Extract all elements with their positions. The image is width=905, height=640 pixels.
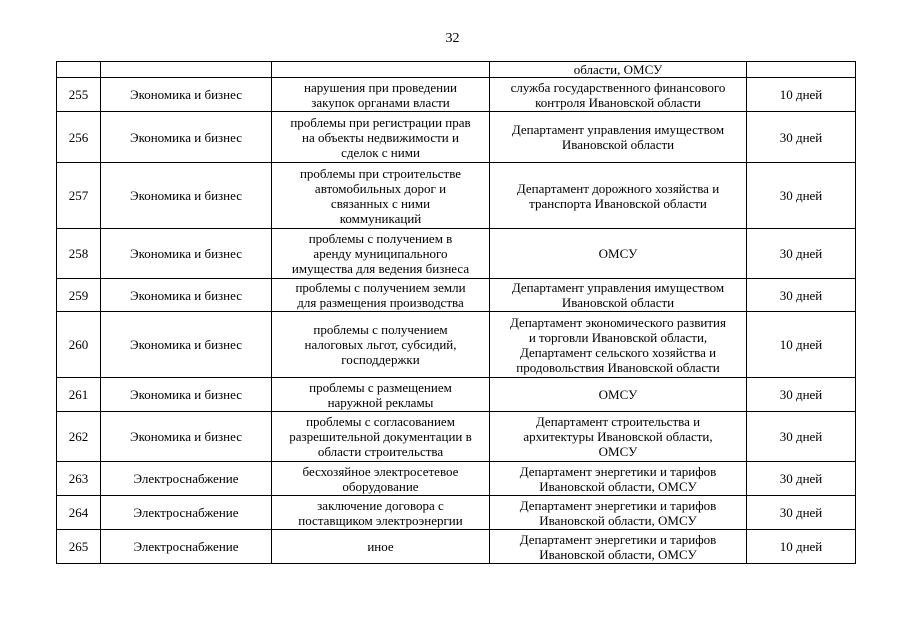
cell-number: 262: [57, 412, 101, 462]
cell-problem: проблемы с размещением наружной рекламы: [272, 378, 490, 412]
table-row: [57, 112, 856, 163]
cell-problem: нарушения при проведении закупок органами власти: [272, 78, 490, 112]
table-row: [57, 496, 856, 530]
table-row: [57, 229, 856, 279]
table-row: [57, 163, 856, 229]
cell-term: [747, 62, 856, 78]
cell-department: Департамент энергетики и тарифов Ивановской области, ОМСУ: [490, 462, 747, 496]
cell-problem: проблемы при регистрации прав на объекты недвижимости и сделок с ними: [272, 112, 490, 163]
cell-number: 264: [57, 496, 101, 530]
cell-category: [101, 62, 272, 78]
cell-category: Экономика и бизнес: [101, 78, 272, 112]
cell-category: Электроснабжение: [101, 496, 272, 530]
cell-department: Департамент управления имуществом Ивановской области: [490, 112, 747, 163]
cell-problem: бесхозяйное электросетевое оборудование: [272, 462, 490, 496]
table-row: [57, 412, 856, 462]
cell-category: Электроснабжение: [101, 530, 272, 564]
cell-term: 30 дней: [747, 496, 856, 530]
cell-problem: [272, 62, 490, 78]
cell-department: ОМСУ: [490, 229, 747, 279]
cell-term: 30 дней: [747, 163, 856, 229]
cell-department: Департамент дорожного хозяйства и транспорта Ивановской области: [490, 163, 747, 229]
cell-term: 30 дней: [747, 229, 856, 279]
cell-problem: заключение договора с поставщиком электроэнергии: [272, 496, 490, 530]
cell-category: Экономика и бизнес: [101, 378, 272, 412]
cell-department: Департамент энергетики и тарифов Ивановской области, ОМСУ: [490, 496, 747, 530]
cell-number: 256: [57, 112, 101, 163]
cell-problem: проблемы с получением земли для размещения производства: [272, 279, 490, 312]
cell-term: 10 дней: [747, 530, 856, 564]
cell-department: Департамент экономического развития и торговли Ивановской области, Департамент сельского хозяйства и продовольствия Ивановской области: [490, 312, 747, 378]
document-table: [56, 61, 856, 564]
cell-category: Экономика и бизнес: [101, 112, 272, 163]
table-row: [57, 279, 856, 312]
cell-category: Экономика и бизнес: [101, 229, 272, 279]
cell-category: Экономика и бизнес: [101, 163, 272, 229]
table-row-continuation: [57, 62, 856, 78]
cell-term: 10 дней: [747, 78, 856, 112]
cell-category: Экономика и бизнес: [101, 412, 272, 462]
cell-problem: проблемы с согласованием разрешительной документации в области строительства: [272, 412, 490, 462]
cell-term: 30 дней: [747, 279, 856, 312]
cell-number: 255: [57, 78, 101, 112]
table-row: [57, 378, 856, 412]
cell-department: области, ОМСУ: [490, 62, 747, 78]
cell-number: [57, 62, 101, 78]
cell-department: Департамент строительства и архитектуры Ивановской области, ОМСУ: [490, 412, 747, 462]
cell-term: 10 дней: [747, 312, 856, 378]
cell-category: Электроснабжение: [101, 462, 272, 496]
cell-number: 260: [57, 312, 101, 378]
cell-department: служба государственного финансового контроля Ивановской области: [490, 78, 747, 112]
cell-department: Департамент энергетики и тарифов Ивановской области, ОМСУ: [490, 530, 747, 564]
page-number: 32: [445, 31, 460, 46]
table-body: [57, 62, 856, 564]
cell-department: ОМСУ: [490, 378, 747, 412]
cell-problem: проблемы с получением налоговых льгот, субсидий, господдержки: [272, 312, 490, 378]
cell-number: 258: [57, 229, 101, 279]
cell-term: 30 дней: [747, 378, 856, 412]
cell-number: 261: [57, 378, 101, 412]
cell-number: 263: [57, 462, 101, 496]
cell-category: Экономика и бизнес: [101, 312, 272, 378]
cell-problem: проблемы с получением в аренду муниципального имущества для ведения бизнеса: [272, 229, 490, 279]
cell-term: 30 дней: [747, 412, 856, 462]
cell-category: Экономика и бизнес: [101, 279, 272, 312]
table-row: [57, 462, 856, 496]
table-row: [57, 312, 856, 378]
cell-problem: иное: [272, 530, 490, 564]
cell-term: 30 дней: [747, 112, 856, 163]
cell-number: 265: [57, 530, 101, 564]
cell-number: 257: [57, 163, 101, 229]
cell-department: Департамент управления имуществом Ивановской области: [490, 279, 747, 312]
cell-number: 259: [57, 279, 101, 312]
cell-term: 30 дней: [747, 462, 856, 496]
table-row: [57, 530, 856, 564]
table-row: [57, 78, 856, 112]
cell-problem: проблемы при строительстве автомобильных дорог и связанных с ними коммуникаций: [272, 163, 490, 229]
